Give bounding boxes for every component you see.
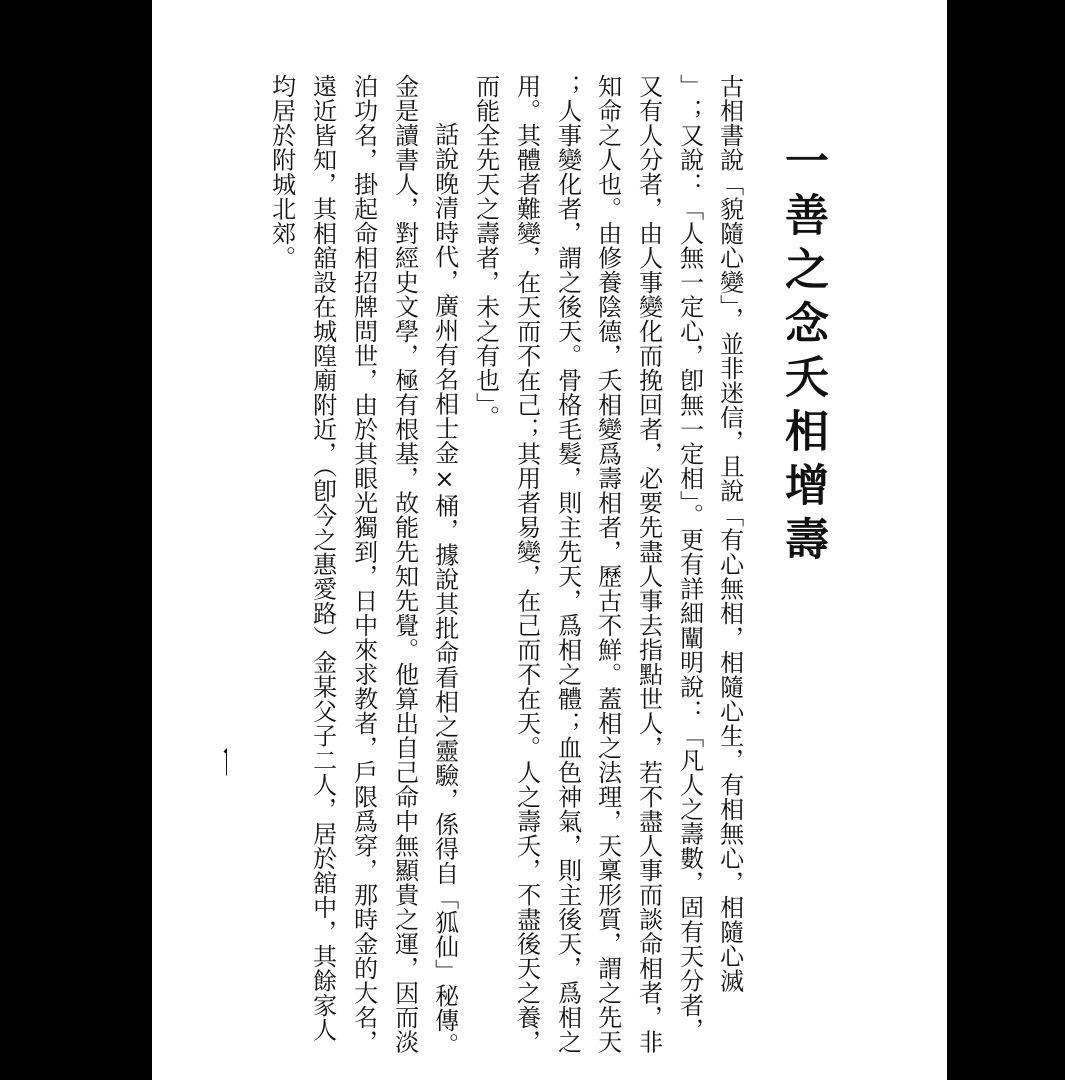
text-column: 遠近皆知，其相舘設在城隍廟附近，（卽今之惠愛路）金某父子二人，居於舘中，其餘家人	[308, 74, 337, 1042]
text-column: 金是讀書人，對經史文學，極有根基，故能先知先覺。他算出自己命中無顯貴之運，因而淡	[390, 74, 419, 1054]
page-number: 一	[212, 747, 247, 777]
text-column: 用。其體者難變，在天而不在己；其用者易變，在己而不在天。人之壽夭，不盡後天之養，	[512, 74, 541, 1054]
book-page	[152, 0, 947, 1080]
text-column: 古相書說「貌隨心變」，並非迷信，且說「有心無相，相隨心生，有相無心，相隨心滅	[715, 74, 744, 993]
text-column: 話說晚清時代，廣州有名相士金×桶，據說其批命看相之靈驗，係得自「狐仙」秘傳。	[430, 122, 459, 1057]
text-column: 而能全先天之壽者，未之有也」。	[471, 74, 500, 430]
text-column: 均居於附城北郊。	[267, 74, 296, 270]
text-column: 知命之人也。由修養陰德，夭相變爲壽相者，歷古不鮮。蓋相之法理，天稟形質，謂之先天	[593, 74, 622, 1054]
text-column: 」；又說：「人無一定心，卽無一定相」。更有詳細闡明說：「凡人之壽數，固有天分者，	[675, 74, 704, 1042]
chapter-title: 一善之念夭相增壽	[777, 138, 828, 570]
text-column: ；人事變化者，謂之後天。骨格毛髮，則主先天，爲相之體；血色神氣，則主後天，爲相之	[553, 74, 582, 1054]
text-column: 又有人分者，由人事變化而挽回者，必要先盡人事去指點世人，若不盡人事而談命相者，非	[634, 74, 663, 1054]
text-column: 泊功名，掛起命相招牌問世，由於其眼光獨到，日中來求教者，戶限爲穿，那時金的大名，	[349, 74, 378, 1054]
